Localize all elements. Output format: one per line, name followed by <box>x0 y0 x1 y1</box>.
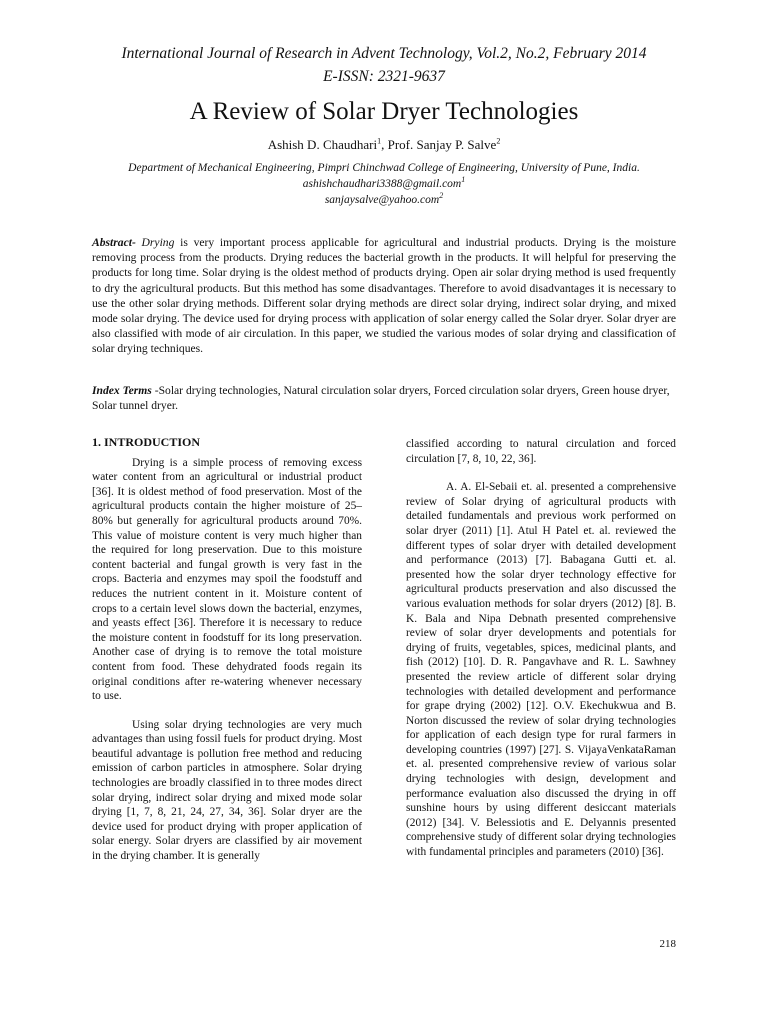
page-number: 218 <box>659 938 676 950</box>
body-paragraph: Drying is a simple process of removing excess water content from an agricultural or industrial product [36]. It is oldest method of food preservation. Most of the agricultural products contain the higher moisture of 25–80% but generally for agricultural products around 70%. This value of moisture content is very much higher than the required for long preservation. Due to this moisture content bacterial and fungal growth is very fast in the crops. Bacteria and enzymes may spoil the foodstuff and reduces the nutrient content in it. Moisture content of crops to a certain level slows down the bacterial, enzymes, and yeasts effect [36]. Therefore it is necessary to reduce the moisture content in foodstuff for its long preservation. Another case of drying is to remove the total moisture content from food. These dehydrated foods regain its original conditions after re-watering whenever necessary to use. <box>92 456 362 703</box>
author-email: sanjaysalve@yahoo.com <box>324 194 440 206</box>
email-affil-mark: 2 <box>439 191 444 201</box>
index-terms <box>92 383 676 413</box>
abstract-lead-word: Drying <box>141 236 175 249</box>
left-column <box>92 435 362 878</box>
abstract <box>92 235 676 357</box>
author-affil-mark: 1 <box>377 136 382 146</box>
index-terms-label: Index Terms <box>92 384 152 397</box>
issn-header: E-ISSN: 2321-9637 <box>323 68 445 85</box>
author-name: Ashish D. Chaudhari <box>267 137 378 152</box>
author-name: Prof. Sanjay P. Salve <box>387 137 497 152</box>
section-heading: 1. INTRODUCTION <box>92 435 201 449</box>
author-email: ashishchaudhari3388@gmail.com <box>302 178 462 190</box>
author-affil-mark: 2 <box>496 136 501 146</box>
author-separator: , <box>381 137 388 152</box>
body-paragraph: classified according to natural circulation and forced circulation [7, 8, 10, 22, 36]. <box>406 438 676 465</box>
abstract-label: Abstract- <box>92 236 136 249</box>
paper-title: A Review of Solar Dryer Technologies <box>189 98 579 125</box>
index-terms-text: -Solar drying technologies, Natural circulation solar dryers, Forced circulation solar dryers, Green house dryer, Solar tunnel dryer. <box>92 384 670 413</box>
body-paragraph: A. A. El-Sebaii et. al. presented a comprehensive review of Solar drying of agricultural products with detailed fundamentals and previous work performed on solar dryer (2011) [1]. Atul H Patel et. al. reviewed the different types of solar dryer with detailed development and performance (2013) [7]. Babagana Gutti et. al. presented how the solar dryer technology effective for agricultural products preservation and also discussed the various evaluation methods for solar dryers (2012) [8]. B. K. Bala and Nipa Debnath presented comprehensive review of solar dryer developments and potentials for drying of fruits, vegetables, spices, medicinal plants, and fish (2012) [10]. D. R. Pangavhave and R. L. Sawhney presented the review article of different solar drying technologies with detailed development and performance for grape drying (2002) [12]. O.V. Ekechukwua and B. Norton discussed the review of solar drying technologies for application of each design type for rural farmers in developing countries (1997) [27]. S. VijayaVenkataRaman et. al. presented comprehensive review of various solar drying technologies with design, development and performance evaluation also discussed the drying in off sunshine hours by using different desiccant materials (2012) [34]. V. Belessiotis and E. Delyannis presented comprehensive study of different solar drying technologies with fundamental principles and parameters (2010) [36]. <box>406 481 676 859</box>
affiliation-block <box>60 160 708 208</box>
right-column <box>406 437 676 874</box>
author-line <box>0 137 768 153</box>
journal-header: International Journal of Research in Advent Technology, Vol.2, No.2, February 2014 <box>121 45 647 62</box>
body-paragraph: Using solar drying technologies are very much advantages than using fossil fuels for product drying. Most beautiful advantage is pollution free method and reducing emission of carbon particles in atmosphere. Solar drying technologies are broadly classified in to three modes direct solar drying, indirect solar drying and mixed mode solar drying [1, 7, 8, 21, 24, 27, 34, 36]. Solar dryer are the device used for product drying with proper application of solar energy. Solar dryers are classified by air movement in the drying chamber. It is generally <box>92 718 362 863</box>
email-affil-mark: 1 <box>461 175 466 185</box>
email-line <box>60 176 708 192</box>
department-line: Department of Mechanical Engineering, Pimpri Chinchwad College of Engineering, University of Pune, India. <box>128 162 640 174</box>
email-line <box>60 192 708 208</box>
abstract-text: is very important process applicable for agricultural and industrial products. Drying is the moisture removing process from the products. Drying reduces the bacterial growth in the products. It will helpful for preserving the products for long time. Solar drying is the oldest method of products drying. Open air solar drying method is used frequently to dry the agricultural products. But this method has some disadvantages. Therefore to avoid disadvantages it is necessary to use the other solar drying methods. Different solar drying methods are direct solar drying, indirect solar drying, and mixed mode solar drying. The device used for drying process with application of solar energy called the Solar dryer. Solar dryer are also classified with mode of air circulation. In this paper, we studied the various modes of solar drying and classification of solar drying techniques. <box>92 236 676 356</box>
